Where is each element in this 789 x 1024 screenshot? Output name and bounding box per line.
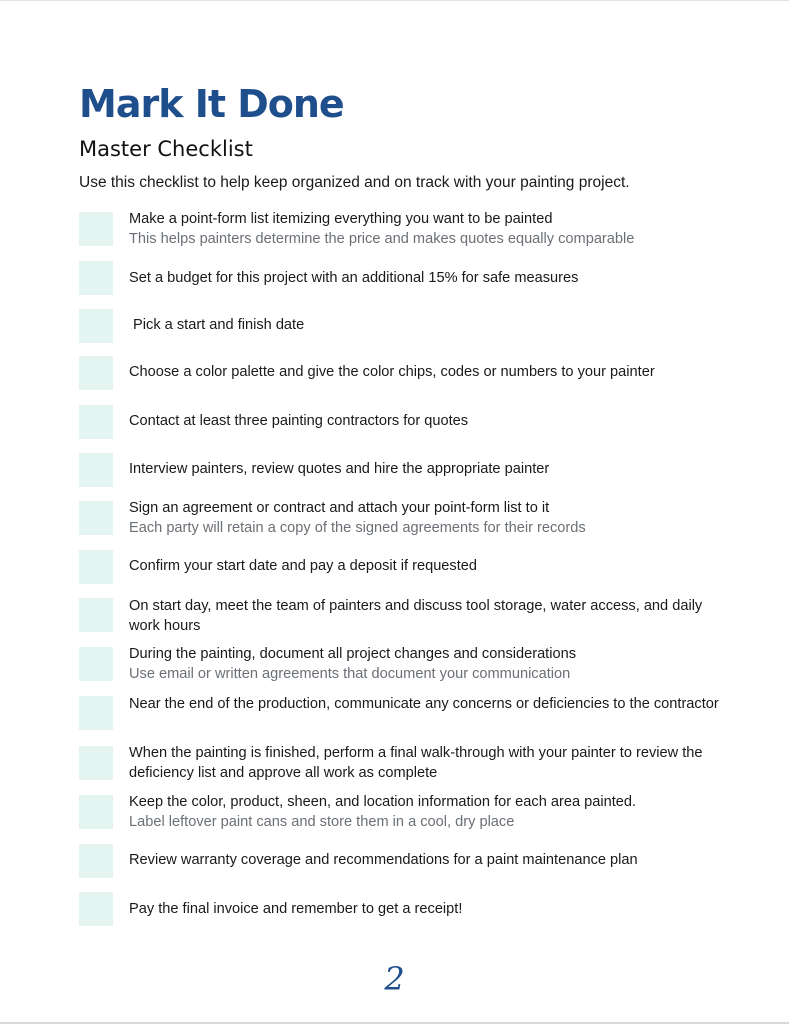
- checkbox[interactable]: [79, 892, 113, 926]
- item-subtext: This helps painters determine the price and makes quotes equally comparable: [129, 230, 635, 247]
- page-subtitle: Master Checklist: [79, 137, 253, 161]
- checkbox[interactable]: [79, 356, 113, 390]
- item-text: Confirm your start date and pay a deposit if requested: [129, 558, 478, 574]
- checkbox[interactable]: [79, 647, 113, 681]
- checkbox[interactable]: [79, 598, 113, 632]
- checkbox[interactable]: [79, 746, 113, 780]
- item-text: On start day, meet the team of painters and discuss tool storage, water access, and daily work hours: [129, 598, 703, 634]
- item-text: Set a budget for this project with an additional 15% for safe measures: [129, 270, 579, 286]
- item-text: Pick a start and finish date: [129, 317, 305, 333]
- checkbox[interactable]: [79, 453, 113, 487]
- item-text: Pay the final invoice and remember to get a receipt!: [129, 901, 463, 917]
- item-text: Choose a color palette and give the color chips, codes or numbers to your painter: [129, 364, 655, 380]
- item-text: When the painting is finished, perform a final walk-through with your painter to review the deficiency list and approve all work as complete: [129, 745, 703, 781]
- item-text: Make a point-form list itemizing everything you want to be painted: [129, 211, 553, 227]
- item-subtext: Each party will retain a copy of the signed agreements for their records: [129, 519, 586, 536]
- checkbox[interactable]: [79, 501, 113, 535]
- page-number: 2: [384, 960, 405, 998]
- checkbox[interactable]: [79, 795, 113, 829]
- checkbox[interactable]: [79, 309, 113, 343]
- item-text: Interview painters, review quotes and hire the appropriate painter: [129, 461, 550, 477]
- item-subtext: Label leftover paint cans and store them in a cool, dry place: [129, 813, 515, 830]
- checkbox[interactable]: [79, 261, 113, 295]
- item-text: Near the end of the production, communicate any concerns or deficiencies to the contractor: [129, 696, 719, 712]
- checkbox[interactable]: [79, 550, 113, 584]
- checkbox[interactable]: [79, 212, 113, 246]
- page-title: Mark It Done: [79, 82, 344, 126]
- intro-text: Use this checklist to help keep organized and on track with your painting project.: [79, 174, 630, 191]
- item-text: Contact at least three painting contractors for quotes: [129, 413, 469, 429]
- item-text: Review warranty coverage and recommendations for a paint maintenance plan: [129, 852, 638, 868]
- checkbox[interactable]: [79, 405, 113, 439]
- item-text: During the painting, document all project changes and considerations: [129, 646, 577, 662]
- item-subtext: Use email or written agreements that document your communication: [129, 665, 571, 682]
- item-text: Sign an agreement or contract and attach your point-form list to it: [129, 500, 550, 516]
- item-text: Keep the color, product, sheen, and location information for each area painted.: [129, 794, 637, 810]
- checkbox[interactable]: [79, 696, 113, 730]
- checkbox[interactable]: [79, 844, 113, 878]
